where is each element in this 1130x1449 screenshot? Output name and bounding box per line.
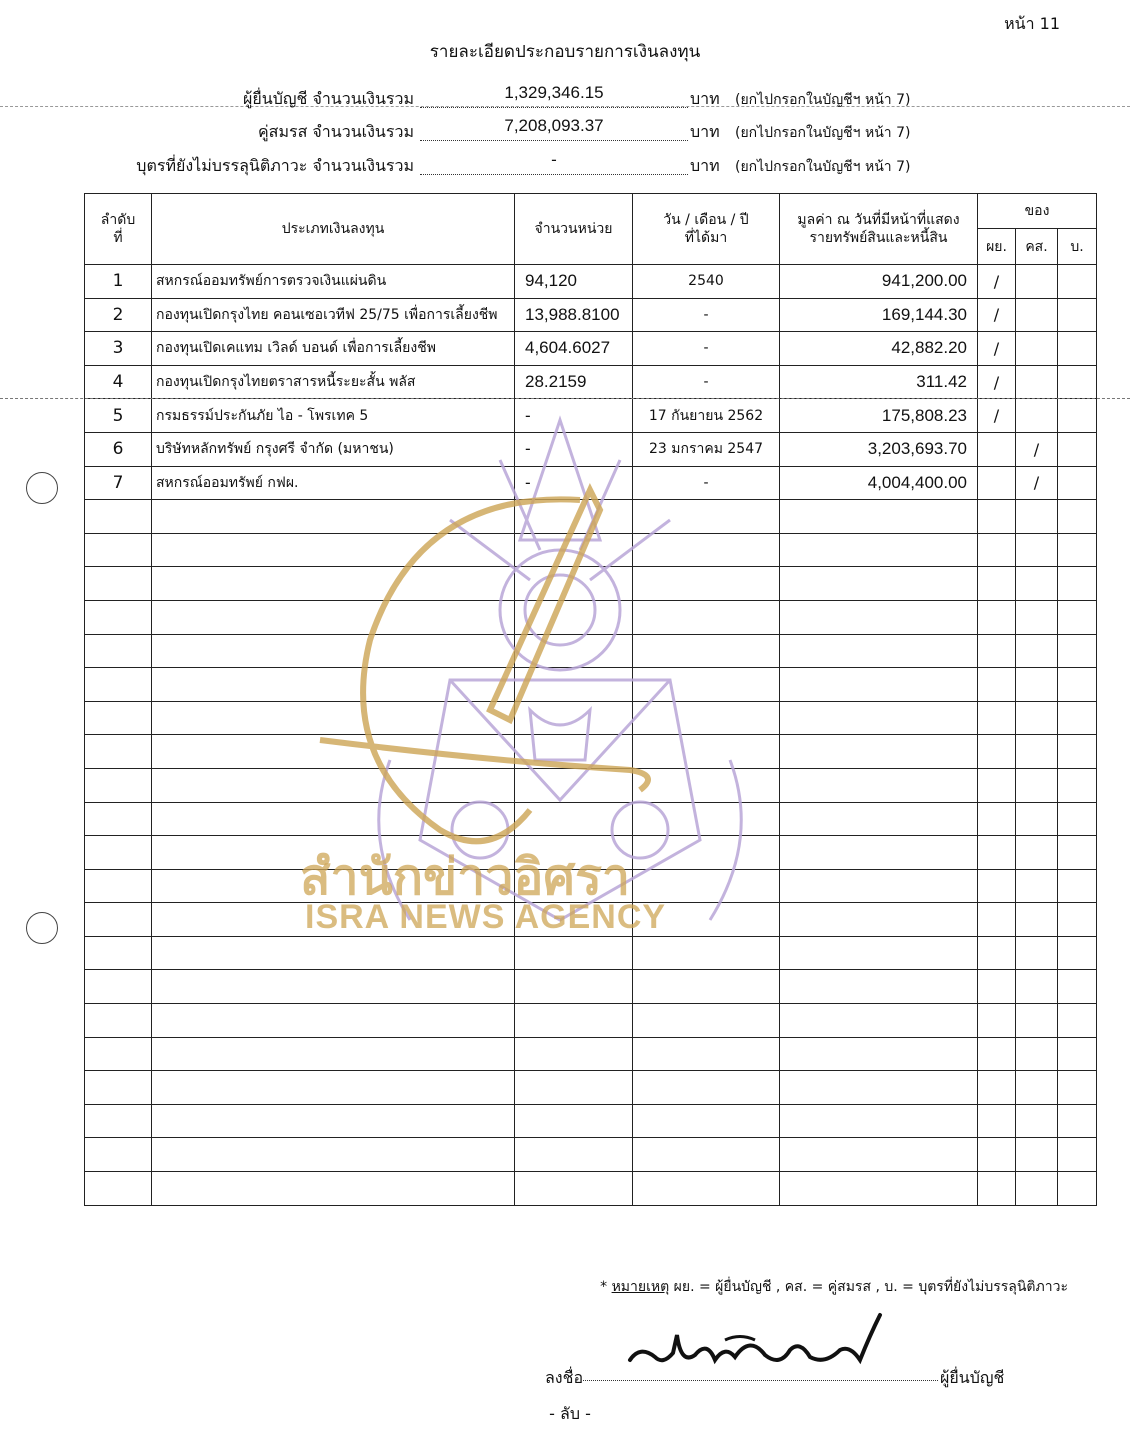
cell-value	[780, 970, 978, 1004]
cell-date	[633, 1138, 780, 1172]
cell-date	[633, 970, 780, 1004]
cell-owner-spouse	[1016, 768, 1058, 802]
cell-owner-child	[1058, 567, 1097, 601]
cell-value: 42,882.20	[780, 332, 978, 366]
cell-owner-child	[1058, 735, 1097, 769]
cell-no: 3	[85, 332, 152, 366]
header-value-line2: รายทรัพย์สินและหนี้สิน	[809, 230, 948, 246]
cell-owner-filer	[978, 1138, 1016, 1172]
cell-units	[515, 1037, 633, 1071]
cell-units	[515, 634, 633, 668]
header-date-line1: วัน / เดือน / ปี	[663, 212, 749, 228]
cell-owner-spouse	[1016, 298, 1058, 332]
cell-date	[633, 802, 780, 836]
table-row	[85, 399, 1097, 433]
cell-value	[780, 1037, 978, 1071]
cell-owner-child	[1058, 399, 1097, 433]
cell-type	[152, 668, 515, 702]
table-row	[85, 298, 1097, 332]
cell-owner-filer	[978, 1037, 1016, 1071]
cell-owner-spouse	[1016, 668, 1058, 702]
cell-owner-spouse	[1016, 365, 1058, 399]
cell-no	[85, 567, 152, 601]
cell-value	[780, 936, 978, 970]
cell-value	[780, 668, 978, 702]
cell-value	[780, 500, 978, 534]
cell-owner-spouse	[1016, 399, 1058, 433]
signature-line	[583, 1380, 938, 1381]
cell-owner-filer	[978, 567, 1016, 601]
cell-no	[85, 1037, 152, 1071]
cell-no	[85, 634, 152, 668]
cell-date	[633, 533, 780, 567]
table-row	[85, 802, 1097, 836]
cell-no: 6	[85, 432, 152, 466]
cell-units	[515, 567, 633, 601]
handwritten-signature	[615, 1305, 915, 1390]
cell-date: -	[633, 365, 780, 399]
table-row	[85, 600, 1097, 634]
header-units: จำนวนหน่วย	[515, 194, 633, 265]
cell-date	[633, 1004, 780, 1038]
summary-line-child	[0, 150, 1130, 180]
cell-owner-spouse	[1016, 332, 1058, 366]
cell-value: 311.42	[780, 365, 978, 399]
signature-role: ผู้ยื่นบัญชี	[940, 1368, 1005, 1387]
cell-no	[85, 500, 152, 534]
cell-owner-child	[1058, 836, 1097, 870]
cell-type	[152, 533, 515, 567]
cell-value: 169,144.30	[780, 298, 978, 332]
cell-owner-child	[1058, 1138, 1097, 1172]
cell-value	[780, 802, 978, 836]
cell-date	[633, 768, 780, 802]
cell-no	[85, 802, 152, 836]
cell-value	[780, 869, 978, 903]
cell-units	[515, 802, 633, 836]
cell-owner-child	[1058, 701, 1097, 735]
investment-table	[84, 193, 1097, 1206]
cell-units	[515, 600, 633, 634]
cell-date	[633, 600, 780, 634]
cell-value	[780, 1104, 978, 1138]
summary-note: (ยกไปกรอกในบัญชีฯ หน้า 7)	[735, 92, 911, 108]
cell-units: 13,988.8100	[515, 298, 633, 332]
cell-type	[152, 802, 515, 836]
cell-no	[85, 768, 152, 802]
table-row	[85, 936, 1097, 970]
cell-no	[85, 668, 152, 702]
cell-owner-spouse	[1016, 1104, 1058, 1138]
cell-owner-child	[1058, 1071, 1097, 1105]
header-value-line1: มูลค่า ณ วันที่มีหน้าที่แสดง	[797, 212, 960, 228]
cell-value	[780, 735, 978, 769]
table-row	[85, 533, 1097, 567]
cell-date	[633, 1071, 780, 1105]
cell-owner-child	[1058, 768, 1097, 802]
table-row	[85, 332, 1097, 366]
cell-owner-filer	[978, 668, 1016, 702]
cell-owner-child	[1058, 1037, 1097, 1071]
summary-unit: บาท	[690, 156, 720, 175]
summary-label: คู่สมรส จำนวนเงินรวม	[257, 122, 414, 141]
page-number: หน้า 11	[1004, 14, 1060, 33]
cell-units	[515, 1071, 633, 1105]
cell-units: 28.2159	[515, 365, 633, 399]
cell-owner-filer: /	[978, 265, 1016, 299]
cell-units	[515, 1138, 633, 1172]
cell-units: 94,120	[515, 265, 633, 299]
table-row	[85, 500, 1097, 534]
punch-hole-upper	[26, 472, 58, 504]
header-no-line2: ที่	[113, 230, 123, 246]
cell-type: กองทุนเปิดกรุงไทย คอนเซอเวทีฟ 25/75 เพื่อการเลี้ยงชีพ	[152, 298, 515, 332]
cell-owner-spouse	[1016, 1172, 1058, 1206]
cell-no	[85, 701, 152, 735]
cell-owner-child	[1058, 903, 1097, 937]
cell-date: 23 มกราคม 2547	[633, 432, 780, 466]
cell-type: สหกรณ์ออมทรัพย์การตรวจเงินแผ่นดิน	[152, 265, 515, 299]
cell-owner-child	[1058, 936, 1097, 970]
cell-date	[633, 500, 780, 534]
cell-date: 2540	[633, 265, 780, 299]
cell-owner-filer	[978, 500, 1016, 534]
cell-units	[515, 970, 633, 1004]
cell-value: 4,004,400.00	[780, 466, 978, 500]
header-date-line2: ที่ได้มา	[684, 230, 728, 246]
cell-owner-filer	[978, 735, 1016, 769]
cell-no	[85, 903, 152, 937]
header-value	[780, 194, 978, 265]
cell-date	[633, 1172, 780, 1206]
cell-owner-child	[1058, 1004, 1097, 1038]
cell-no: 5	[85, 399, 152, 433]
cell-type	[152, 1037, 515, 1071]
cell-owner-filer	[978, 1104, 1016, 1138]
cell-value	[780, 1004, 978, 1038]
cell-owner-child	[1058, 500, 1097, 534]
summary-value: -	[420, 150, 688, 175]
cell-no: 1	[85, 265, 152, 299]
cell-owner-filer	[978, 903, 1016, 937]
table-row	[85, 432, 1097, 466]
cell-value	[780, 903, 978, 937]
cell-type	[152, 1138, 515, 1172]
table-row	[85, 1071, 1097, 1105]
summary-line-spouse	[0, 116, 1130, 146]
cell-type	[152, 735, 515, 769]
summary-note: (ยกไปกรอกในบัญชีฯ หน้า 7)	[735, 159, 911, 175]
cell-owner-child	[1058, 332, 1097, 366]
cell-type	[152, 1104, 515, 1138]
cell-date	[633, 1037, 780, 1071]
cell-owner-child	[1058, 869, 1097, 903]
summary-value: 1,329,346.15	[420, 83, 688, 108]
footnote-asterisk: *	[600, 1279, 608, 1295]
table-row	[85, 1004, 1097, 1038]
cell-value	[780, 701, 978, 735]
cell-no: 4	[85, 365, 152, 399]
cell-date	[633, 567, 780, 601]
cell-owner-child	[1058, 1172, 1097, 1206]
cell-owner-child	[1058, 970, 1097, 1004]
cell-type	[152, 1071, 515, 1105]
cell-owner-child	[1058, 634, 1097, 668]
cell-owner-spouse	[1016, 600, 1058, 634]
cell-owner-spouse	[1016, 802, 1058, 836]
cell-owner-spouse	[1016, 1004, 1058, 1038]
cell-type: สหกรณ์ออมทรัพย์ กฟผ.	[152, 466, 515, 500]
cell-type	[152, 936, 515, 970]
cell-no	[85, 600, 152, 634]
cell-owner-filer	[978, 869, 1016, 903]
cell-no	[85, 936, 152, 970]
cell-type	[152, 768, 515, 802]
cell-owner-spouse	[1016, 500, 1058, 534]
cell-date	[633, 701, 780, 735]
cell-owner-spouse	[1016, 869, 1058, 903]
punch-hole-lower	[26, 912, 58, 944]
watermark-text-english: ISRA NEWS AGENCY	[305, 898, 667, 936]
cell-type	[152, 600, 515, 634]
table-row	[85, 265, 1097, 299]
cell-owner-child	[1058, 466, 1097, 500]
cell-units: 4,604.6027	[515, 332, 633, 366]
header-type: ประเภทเงินลงทุน	[152, 194, 515, 265]
table-row	[85, 634, 1097, 668]
cell-no: 2	[85, 298, 152, 332]
cell-date	[633, 634, 780, 668]
cell-owner-filer: /	[978, 365, 1016, 399]
cell-owner-spouse	[1016, 701, 1058, 735]
cell-owner-filer	[978, 533, 1016, 567]
cell-owner-filer	[978, 1172, 1016, 1206]
signature-label: ลงชื่อ	[545, 1368, 584, 1387]
cell-owner-child	[1058, 298, 1097, 332]
cell-type	[152, 567, 515, 601]
cell-no	[85, 1138, 152, 1172]
cell-date: -	[633, 298, 780, 332]
document-title: รายละเอียดประกอบรายการเงินลงทุน	[429, 42, 701, 62]
cell-owner-filer: /	[978, 399, 1016, 433]
cell-owner-filer	[978, 836, 1016, 870]
cell-no	[85, 1071, 152, 1105]
cell-no	[85, 869, 152, 903]
cell-owner-child	[1058, 533, 1097, 567]
footnote-text: ผย. = ผู้ยื่นบัญชี , คส. = คู่สมรส , บ. = บุตรที่ยังไม่บรรลุนิติภาวะ	[673, 1279, 1068, 1295]
table-row	[85, 735, 1097, 769]
cell-owner-filer	[978, 768, 1016, 802]
summary-value: 7,208,093.37	[420, 116, 688, 141]
cell-units	[515, 500, 633, 534]
cell-units	[515, 533, 633, 567]
footnote-key: หมายเหตุ	[611, 1279, 670, 1295]
cell-date	[633, 936, 780, 970]
cell-no	[85, 1004, 152, 1038]
classification-label: - ลับ -	[549, 1404, 591, 1423]
cell-owner-spouse	[1016, 1071, 1058, 1105]
cell-value	[780, 634, 978, 668]
cell-units	[515, 668, 633, 702]
cell-type: กรมธรรม์ประกันภัย ไอ - โพรเทค 5	[152, 399, 515, 433]
cell-units: -	[515, 466, 633, 500]
cell-units	[515, 768, 633, 802]
cell-owner-child	[1058, 365, 1097, 399]
cell-value: 3,203,693.70	[780, 432, 978, 466]
table-row	[85, 567, 1097, 601]
cell-date: 17 กันยายน 2562	[633, 399, 780, 433]
cell-owner-filer	[978, 1004, 1016, 1038]
cell-owner-spouse: /	[1016, 432, 1058, 466]
header-no	[85, 194, 152, 265]
cell-owner-filer: /	[978, 298, 1016, 332]
cell-units	[515, 936, 633, 970]
cell-owner-filer	[978, 466, 1016, 500]
cell-date	[633, 1104, 780, 1138]
cell-type	[152, 500, 515, 534]
cell-owner-filer	[978, 936, 1016, 970]
summary-line-filer	[0, 83, 1130, 113]
cell-owner-child	[1058, 802, 1097, 836]
summary-label: ผู้ยื่นบัญชี จำนวนเงินรวม	[243, 89, 414, 108]
cell-no: 7	[85, 466, 152, 500]
cell-type: กองทุนเปิดกรุงไทยตราสารหนี้ระยะสั้น พลัส	[152, 365, 515, 399]
cell-type	[152, 701, 515, 735]
table-row	[85, 1138, 1097, 1172]
cell-value	[780, 1071, 978, 1105]
cell-units	[515, 1172, 633, 1206]
cell-units	[515, 1004, 633, 1038]
cell-owner-spouse	[1016, 1037, 1058, 1071]
cell-owner-spouse	[1016, 936, 1058, 970]
cell-units: -	[515, 432, 633, 466]
summary-unit: บาท	[690, 122, 720, 141]
cell-owner-spouse	[1016, 836, 1058, 870]
cell-type	[152, 1004, 515, 1038]
cell-no	[85, 1172, 152, 1206]
cell-owner-child	[1058, 600, 1097, 634]
cell-date: -	[633, 466, 780, 500]
cell-owner-filer	[978, 600, 1016, 634]
cell-owner-filer: /	[978, 332, 1016, 366]
cell-owner-filer	[978, 634, 1016, 668]
table-row	[85, 668, 1097, 702]
cell-no	[85, 533, 152, 567]
cell-type	[152, 634, 515, 668]
cell-date	[633, 735, 780, 769]
cell-value: 941,200.00	[780, 265, 978, 299]
cell-owner-child	[1058, 265, 1097, 299]
cell-owner-spouse	[1016, 567, 1058, 601]
header-owner-filer: ผย.	[978, 229, 1016, 265]
cell-owner-child	[1058, 668, 1097, 702]
cell-units	[515, 1104, 633, 1138]
cell-value: 175,808.23	[780, 399, 978, 433]
cell-no	[85, 735, 152, 769]
header-owner: ของ	[978, 194, 1097, 229]
cell-owner-spouse	[1016, 903, 1058, 937]
watermark-text-thai: สำนักข่าวอิศรา	[300, 848, 631, 906]
cell-owner-spouse	[1016, 1138, 1058, 1172]
cell-owner-spouse	[1016, 265, 1058, 299]
table-row	[85, 365, 1097, 399]
table-row	[85, 701, 1097, 735]
table-row	[85, 768, 1097, 802]
cell-type	[152, 1172, 515, 1206]
cell-owner-child	[1058, 1104, 1097, 1138]
cell-units	[515, 735, 633, 769]
summary-note: (ยกไปกรอกในบัญชีฯ หน้า 7)	[735, 125, 911, 141]
cell-type	[152, 970, 515, 1004]
cell-value	[780, 533, 978, 567]
footnote	[600, 1276, 1068, 1298]
cell-no	[85, 1104, 152, 1138]
cell-no	[85, 836, 152, 870]
cell-owner-filer	[978, 701, 1016, 735]
cell-owner-spouse	[1016, 735, 1058, 769]
cell-value	[780, 600, 978, 634]
table-row	[85, 970, 1097, 1004]
cell-owner-filer	[978, 432, 1016, 466]
cell-date	[633, 668, 780, 702]
cell-value	[780, 567, 978, 601]
cell-owner-spouse	[1016, 533, 1058, 567]
header-date	[633, 194, 780, 265]
cell-value	[780, 1172, 978, 1206]
cell-owner-spouse	[1016, 634, 1058, 668]
cell-value	[780, 768, 978, 802]
cell-no	[85, 970, 152, 1004]
cell-owner-filer	[978, 802, 1016, 836]
summary-unit: บาท	[690, 89, 720, 108]
header-owner-spouse: คส.	[1016, 229, 1058, 265]
cell-date: -	[633, 332, 780, 366]
table-row	[85, 1104, 1097, 1138]
summary-label: บุตรที่ยังไม่บรรลุนิติภาวะ จำนวนเงินรวม	[136, 156, 414, 175]
table-row	[85, 466, 1097, 500]
cell-value	[780, 836, 978, 870]
table-row	[85, 1037, 1097, 1071]
table-row	[85, 1172, 1097, 1206]
cell-owner-filer	[978, 970, 1016, 1004]
cell-type: บริษัทหลักทรัพย์ กรุงศรี จำกัด (มหาชน)	[152, 432, 515, 466]
cell-type: กองทุนเปิดเคแทม เวิลด์ บอนด์ เพื่อการเลี้ยงชีพ	[152, 332, 515, 366]
cell-owner-filer	[978, 1071, 1016, 1105]
cell-owner-spouse: /	[1016, 466, 1058, 500]
cell-value	[780, 1138, 978, 1172]
header-no-line1: ลำดับ	[100, 212, 136, 228]
cell-units: -	[515, 399, 633, 433]
header-owner-child: บ.	[1058, 229, 1097, 265]
cell-owner-spouse	[1016, 970, 1058, 1004]
cell-owner-child	[1058, 432, 1097, 466]
cell-units	[515, 701, 633, 735]
